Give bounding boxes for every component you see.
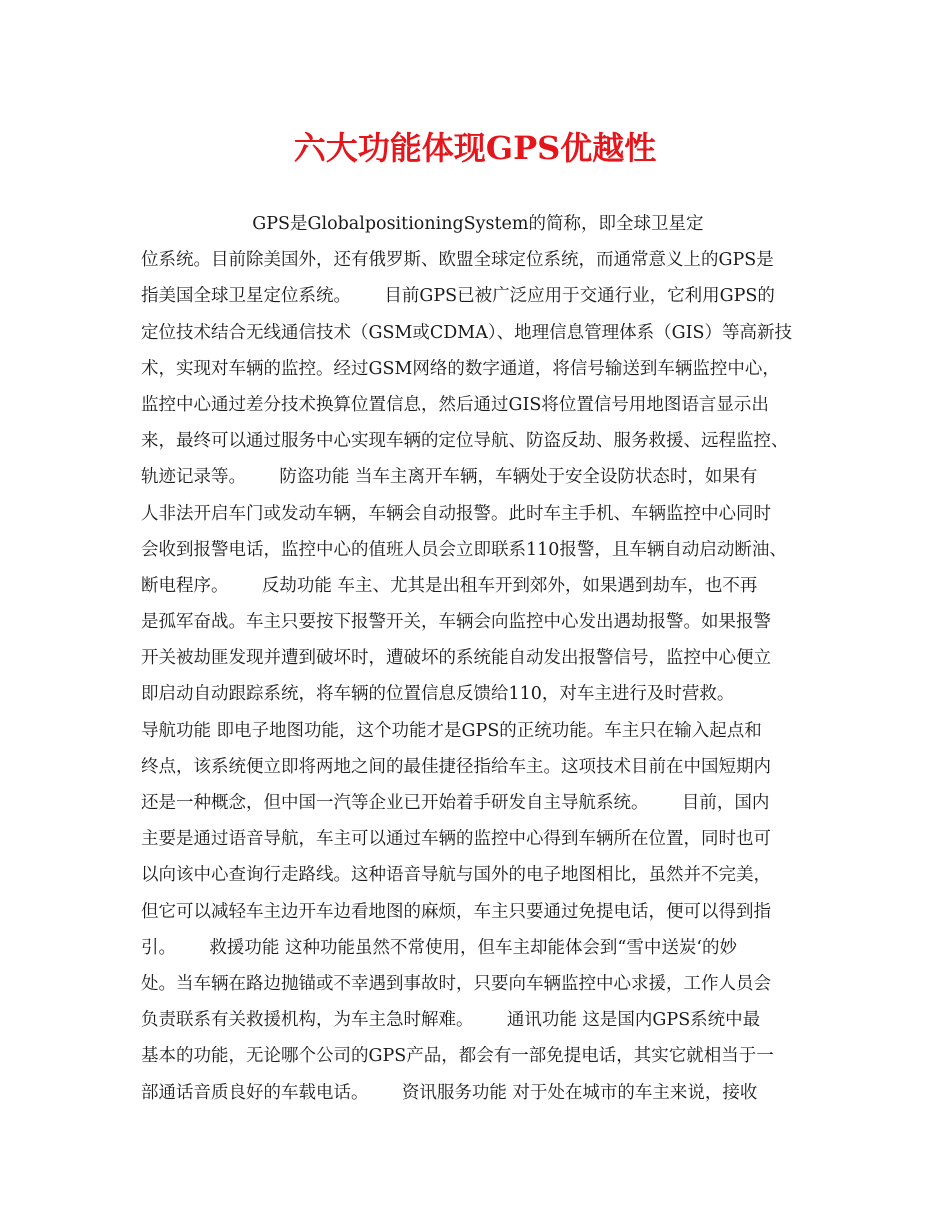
body-line: 来，最终可以通过服务中心实现车辆的定位导航、防盗反劫、服务救援、远程监控、 [141, 431, 789, 452]
body-line: 开关被劫匪发现并遭到破坏时，遭破坏的系统能自动发出报警信号，监控中心便立 [141, 648, 771, 669]
body-line: 基本的功能，无论哪个公司的GPS产品，都会有一部免提电话，其实它就相当于一 [141, 1046, 774, 1067]
body-line: 终点，该系统便立即将两地之间的最佳捷径指给车主。这项技术目前在中国短期内 [141, 756, 771, 777]
body-line: 断电程序。 反劫功能 车主、尤其是出租车开到郊外，如果遇到劫车，也不再 [141, 575, 758, 596]
body-line: 处。当车辆在路边抛锚或不幸遇到事故时，只要向车辆监控中心求援，工作人员会 [141, 973, 771, 994]
body-line: 位系统。目前除美国外，还有俄罗斯、欧盟全球定位系统，而通常意义上的GPS是 [141, 250, 774, 271]
body-line: 导航功能 即电子地图功能，这个功能才是GPS的正统功能。车主只在输入起点和 [141, 720, 762, 741]
body-line: 还是一种概念，但中国一汽等企业已开始着手研发自主导航系统。 目前，国内 [141, 793, 770, 813]
body-line: 监控中心通过差分技术换算位置信息，然后通过GIS将位置信号用地图语言显示出 [141, 394, 769, 415]
document-title: 六大功能体现GPS优越性 [293, 129, 657, 167]
body-line: 即启动自动跟踪系统，将车辆的位置信息反馈给110，对车主进行及时营救。 [141, 684, 735, 705]
body-line: 轨迹记录等。 防盗功能 当车主离开车辆，车辆处于安全设防状态时，如果有 [141, 467, 758, 488]
document-body [141, 206, 816, 1111]
body-line: 人非法开启车门或发动车辆，车辆会自动报警。此时车主手机、车辆监控中心同时 [141, 503, 771, 524]
body-line: 但它可以减轻车主边开车边看地图的麻烦，车主只要通过免提电话，便可以得到指 [141, 901, 771, 922]
body-line: 会收到报警电话，监控中心的值班人员会立即联系110报警，且车辆自动启动断油、 [141, 539, 787, 560]
body-line: 负责联系有关救援机构，为车主急时解难。 通讯功能 这是国内GPS系统中最 [141, 1010, 761, 1031]
body-line: 是孤军奋战。车主只要按下报警开关，车辆会向监控中心发出遇劫报警。如果报警 [141, 612, 771, 633]
body-line: 定位技术结合无线通信技术（GSM或CDMA）、地理信息管理体系（GIS）等高新技 [141, 322, 792, 343]
body-line: 主要是通过语音导航，车主可以通过车辆的监控中心得到车辆所在位置，同时也可 [141, 829, 771, 850]
body-line: 术，实现对车辆的监控。经过GSM网络的数字通道，将信号输送到车辆监控中心， [141, 358, 780, 379]
body-line: GPS是GlobalpositioningSystem的简称，即全球卫星定 [141, 214, 704, 234]
body-line: 引。 救援功能 这种功能虽然不常使用，但车主却能体会到“雪中送炭‘的妙 [141, 937, 737, 958]
body-line: 部通话音质良好的车载电话。 资讯服务功能 对于处在城市的车主来说，接收 [141, 1082, 758, 1103]
body-line: 指美国全球卫星定位系统。 目前GPS已被广泛应用于交通行业，它利用GPS的 [141, 286, 775, 307]
body-line: 以向该中心查询行走路线。这种语音导航与国外的电子地图相比，虽然并不完美， [141, 865, 771, 886]
